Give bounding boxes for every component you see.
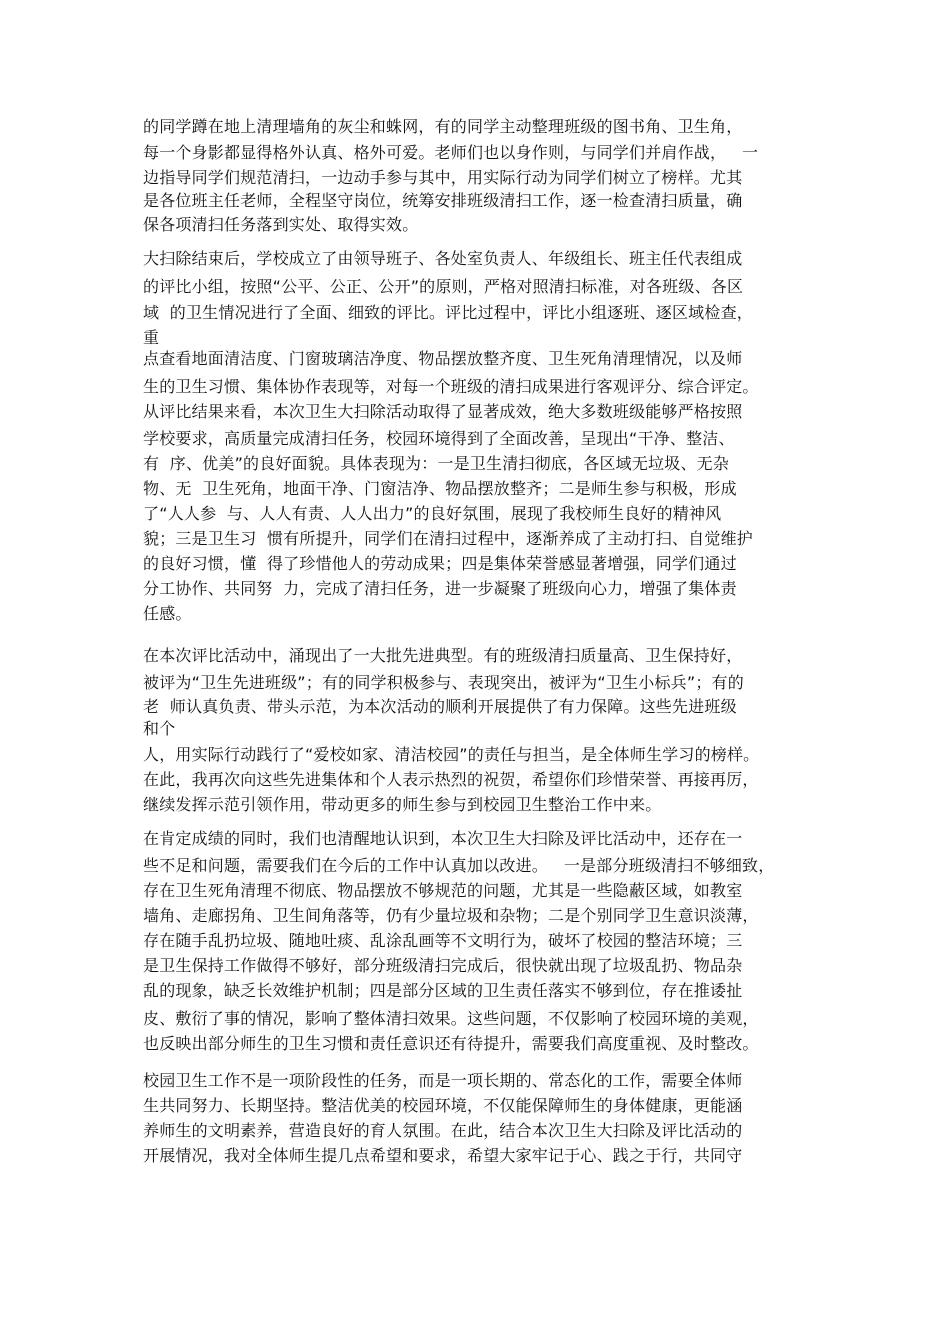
text-line: 重 [143,328,160,347]
text-line: 大扫除结束后，学校成立了由领导班子、各处室负责人、年级组长、班主任代表组成 [143,249,743,268]
text-line: 边指导同学们规范清扫，一边动手参与其中，用实际行动为同学们树立了榜样。尤其 [143,168,743,187]
text-line: 是各位班主任老师，全程坚守岗位，统筹安排班级清扫工作，逐一检查清扫质量，确 [143,191,743,210]
text-line: 养师生的文明素养，营造良好的育人氛围。在此，结合本次卫生大扫除及评比活动的 [143,1121,743,1140]
text-line: 的同学蹲在地上清理墙角的灰尘和蛛网，有的同学主动整理班级的图书角、卫生角， [143,117,743,136]
text-line: 在此，我再次向这些先进集体和个人表示热烈的祝贺，希望你们珍惜荣誉、再接再厉， [143,770,759,789]
text-line: 域 的卫生情况进行了全面、细致的评比。评比过程中，评比小组逐班、逐区域检查， [143,303,753,322]
text-line: 点查看地面清洁度、门窗玻璃洁净度、物品摆放整齐度、卫生死角清理情况，以及师 [143,349,743,368]
text-line: 分工协作、共同努 力，完成了清扫任务，进一步凝聚了班级向心力，增强了集体责 [143,579,737,598]
text-line: 在肯定成绩的同时，我们也清醒地认识到，本次卫生大扫除及评比活动中，还存在一 [143,829,743,848]
text-line: 老 师认真负责、带头示范，为本次活动的顺利开展提供了有力保障。这些先进班级 [143,697,737,716]
text-line: 物、无 卫生死角，地面干净、门窗洁净、物品摆放整齐；二是师生参与积极，形成 [143,479,737,498]
text-line: 的评比小组，按照“公平、公正、公开”的原则，严格对照清扫标准，对各班级、各区 [143,277,744,296]
text-line: 是卫生保持工作做得不够好，部分班级清扫完成后，很快就出现了垃圾乱扔、物品杂 [143,956,743,975]
text-line: 继续发挥示范引领作用，带动更多的师生参与到校园卫生整治工作中来。 [143,795,662,814]
text-line: 人，用实际行动践行了“爱校如家、清洁校园”的责任与担当，是全体师生学习的榜样。 [143,745,760,764]
text-line: 任感。 [143,604,192,623]
text-line: 存在卫生死角清理不彻底、物品摆放不够规范的问题，尤其是一些隐蔽区域，如教室 [143,881,743,900]
text-line: 墙角、走廊拐角、卫生间角落等，仍有少量垃圾和杂物；二是个别同学卫生意识淡薄， [143,906,759,925]
text-line: 也反映出部分师生的卫生习惯和责任意识还有待提升，需要我们高度重视、及时整改。 [143,1034,759,1053]
text-line: 和个 [143,719,176,738]
text-line: 有 序、优美”的良好面貌。具体表现为：一是卫生清扫彻底，各区域无垃圾、无杂 [143,454,730,473]
text-line: 生的卫生习惯、集体协作表现等，对每一个班级的清扫成果进行客观评分、综合评定。 [143,377,759,396]
text-line: 乱的现象，缺乏长效维护机制；四是部分区域的卫生责任落实不够到位，存在推诿扯 [143,981,743,1000]
text-line: 生共同努力、长期坚持。整洁优美的校园环境，不仅能保障师生的身体健康，更能涵 [143,1096,743,1115]
text-line: 貌；三是卫生习 惯有所提升，同学们在清扫过程中，逐渐养成了主动打扫、自觉维护 [143,529,753,548]
text-line: 了“人人参 与、人人有责、人人出力”的良好氛围，展现了我校师生良好的精神风 [143,504,722,523]
text-line: 被评为“卫生先进班级”；有的同学积极参与、表现突出，被评为“卫生小标兵”；有的 [143,673,744,692]
text-line: 存在随手乱扔垃圾、随地吐痰、乱涂乱画等不文明行为，破坏了校园的整洁环境；三 [143,931,743,950]
text-line: 每一个身影都显得格外认真、格外可爱。老师们也以身作则，与同学们并肩作战， 一 [143,143,759,162]
text-line: 开展情况，我对全体师生提几点希望和要求，希望大家牢记于心、践之于行，共同守 [143,1146,743,1165]
text-line: 皮、敷衍了事的情况，影响了整体清扫效果。这些问题，不仅影响了校园环境的美观， [143,1009,759,1028]
text-line: 校园卫生工作不是一项阶段性的任务，而是一项长期的、常态化的工作，需要全体师 [143,1071,743,1090]
text-line: 在本次评比活动中，涌现出了一大批先进典型。有的班级清扫质量高、卫生保持好， [143,646,743,665]
text-line: 些不足和问题，需要我们在今后的工作中认真加以改进。 一是部分班级清扫不够细致， [143,856,775,875]
text-line: 从评比结果来看，本次卫生大扫除活动取得了显著成效，绝大多数班级能够严格按照 [143,402,743,421]
text-line: 的良好习惯，懂 得了珍惜他人的劳动成果；四是集体荣誉感显著增强，同学们通过 [143,554,737,573]
text-line: 保各项清扫任务落到实处、取得实效。 [143,215,419,234]
text-line: 学校要求，高质量完成清扫任务，校园环境得到了全面改善，呈现出“干净、整洁、 [143,429,735,448]
